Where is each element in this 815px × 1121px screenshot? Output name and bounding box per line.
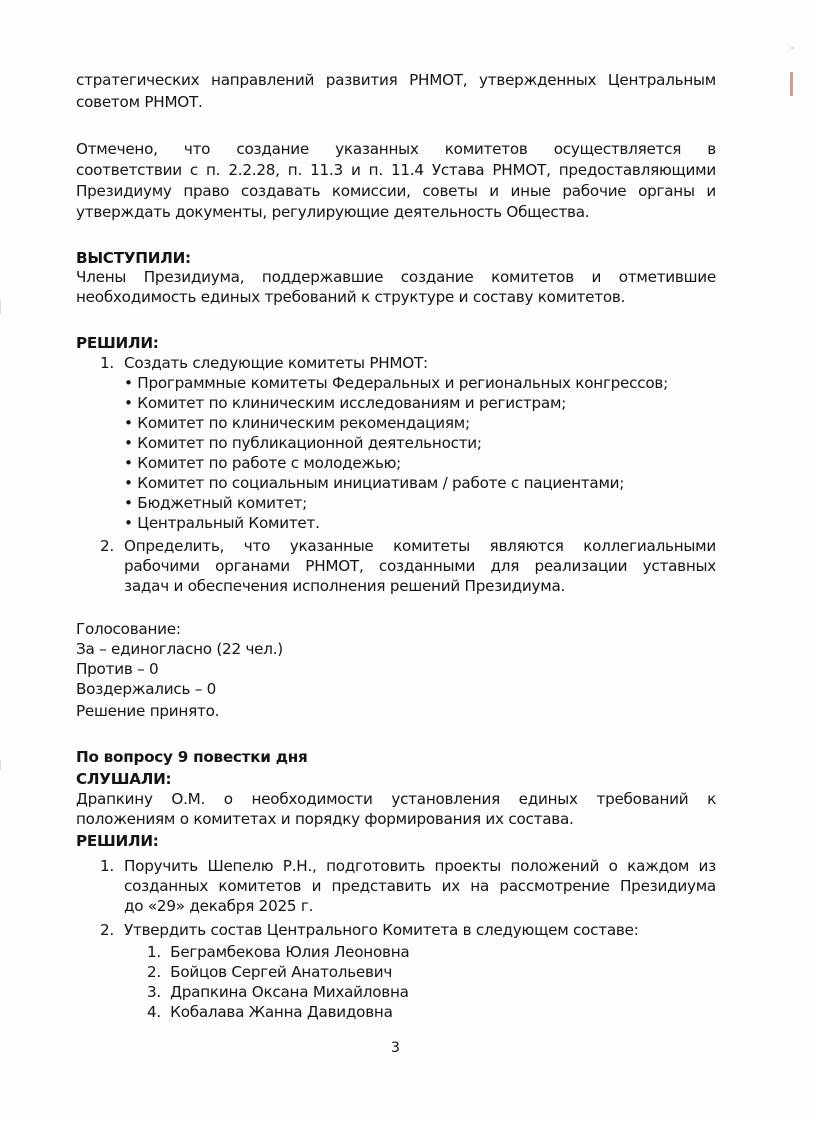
committee-list-item: • Комитет по клиническим рекомендациям; [124,414,470,432]
bullet-icon: • [124,514,133,532]
member-list-item [147,1002,393,1022]
bullet-icon: • [124,454,133,472]
voting-abstained: Воздержались – 0 [76,680,217,698]
member-list-item [147,942,409,962]
heard-line: Драпкину О.М. о необходимости установления единых требований к [76,790,716,808]
voting-against: Против – 0 [76,660,159,678]
list-number: 1. [100,354,114,372]
section-heading-heard: СЛУШАЛИ: [76,770,172,788]
spoke-line: Члены Президиума, поддержавшие создание комитетов и отметившие [76,268,716,286]
intro-line: советом РНМОТ. [76,93,203,111]
member-name: Бойцов Сергей Анатольевич [170,963,393,981]
noted-line: утверждать документы, регулирующие деятельность Общества. [76,203,590,221]
committee-list-item: • Программные комитеты Федеральных и региональных конгрессов; [124,374,668,392]
agenda-item-heading: По вопросу 9 повестки дня [76,748,308,766]
decision-text: задач и обеспечения исполнения решений Президиума. [124,577,566,595]
bullet-icon: • [124,394,133,412]
heard-line: положениям о комитетах и порядку формирования их состава. [76,810,574,828]
decision-text: созданных комитетов и представить их на рассмотрение Президиума [124,877,716,895]
decision-text: Создать следующие комитеты РНМОТ: [124,354,428,372]
page-number: 3 [391,1040,400,1056]
committee-list-item: • Комитет по клиническим исследованиям и регистрам; [124,394,567,412]
member-name: Кобалава Жанна Давидовна [170,1003,393,1021]
bullet-icon: • [124,494,133,512]
member-number: 3. [147,983,161,1001]
noted-line: соответствии с п. 2.2.28, п. 11.3 и п. 11.4 Устава РНМОТ, предоставляющими [76,161,716,179]
voting-result: Решение принято. [76,702,220,720]
committee-list-item: • Центральный Комитет. [124,514,320,532]
list-number: 1. [100,857,114,875]
voting-for: За – единогласно (22 чел.) [76,640,283,658]
member-list-item [147,982,409,1002]
scan-artifact [791,47,794,49]
member-list-item [147,962,392,982]
bullet-icon: • [124,474,133,492]
list-number: 2. [100,921,114,939]
intro-line: стратегических направлений развития РНМОТ, утвержденных Центральным [76,71,716,89]
member-number: 2. [147,963,161,981]
member-number: 4. [147,1003,161,1021]
decision-text: Утвердить состав Центрального Комитета в следующем составе: [124,921,639,939]
section-heading-decided: РЕШИЛИ: [76,832,159,850]
committee-list-item: • Комитет по социальным инициативам / работе с пациентами; [124,474,625,492]
decision-text: Определить, что указанные комитеты являются коллегиальными [124,537,716,555]
red-pen-mark [790,72,793,96]
decision-text: до «29» декабря 2025 г. [124,897,314,915]
committee-list-item: • Бюджетный комитет; [124,494,307,512]
committee-list-item: • Комитет по работе с молодежью; [124,454,402,472]
decision-text: рабочими органами РНМОТ, созданными для реализации уставных [124,557,716,575]
bullet-icon: • [124,374,133,392]
scan-edge-artifact [0,760,1,770]
member-number: 1. [147,943,161,961]
section-heading-spoke: ВЫСТУПИЛИ: [76,249,191,267]
bullet-icon: • [124,434,133,452]
scan-edge-artifact [0,300,1,314]
noted-line: Отмечено, что создание указанных комитетов осуществляется в [76,140,716,158]
list-number: 2. [100,537,114,555]
decision-text: Поручить Шепелю Р.Н., подготовить проекты положений о каждом из [124,857,716,875]
bullet-icon: • [124,414,133,432]
voting-label: Голосование: [76,620,181,638]
noted-line: Президиуму право создавать комиссии, советы и иные рабочие органы и [76,182,716,200]
committee-list-item: • Комитет по публикационной деятельности; [124,434,482,452]
spoke-line: необходимость единых требований к структуре и составу комитетов. [76,288,626,306]
member-name: Беграмбекова Юлия Леоновна [170,943,410,961]
section-heading-decided: РЕШИЛИ: [76,334,159,352]
member-name: Драпкина Оксана Михайловна [170,983,409,1001]
